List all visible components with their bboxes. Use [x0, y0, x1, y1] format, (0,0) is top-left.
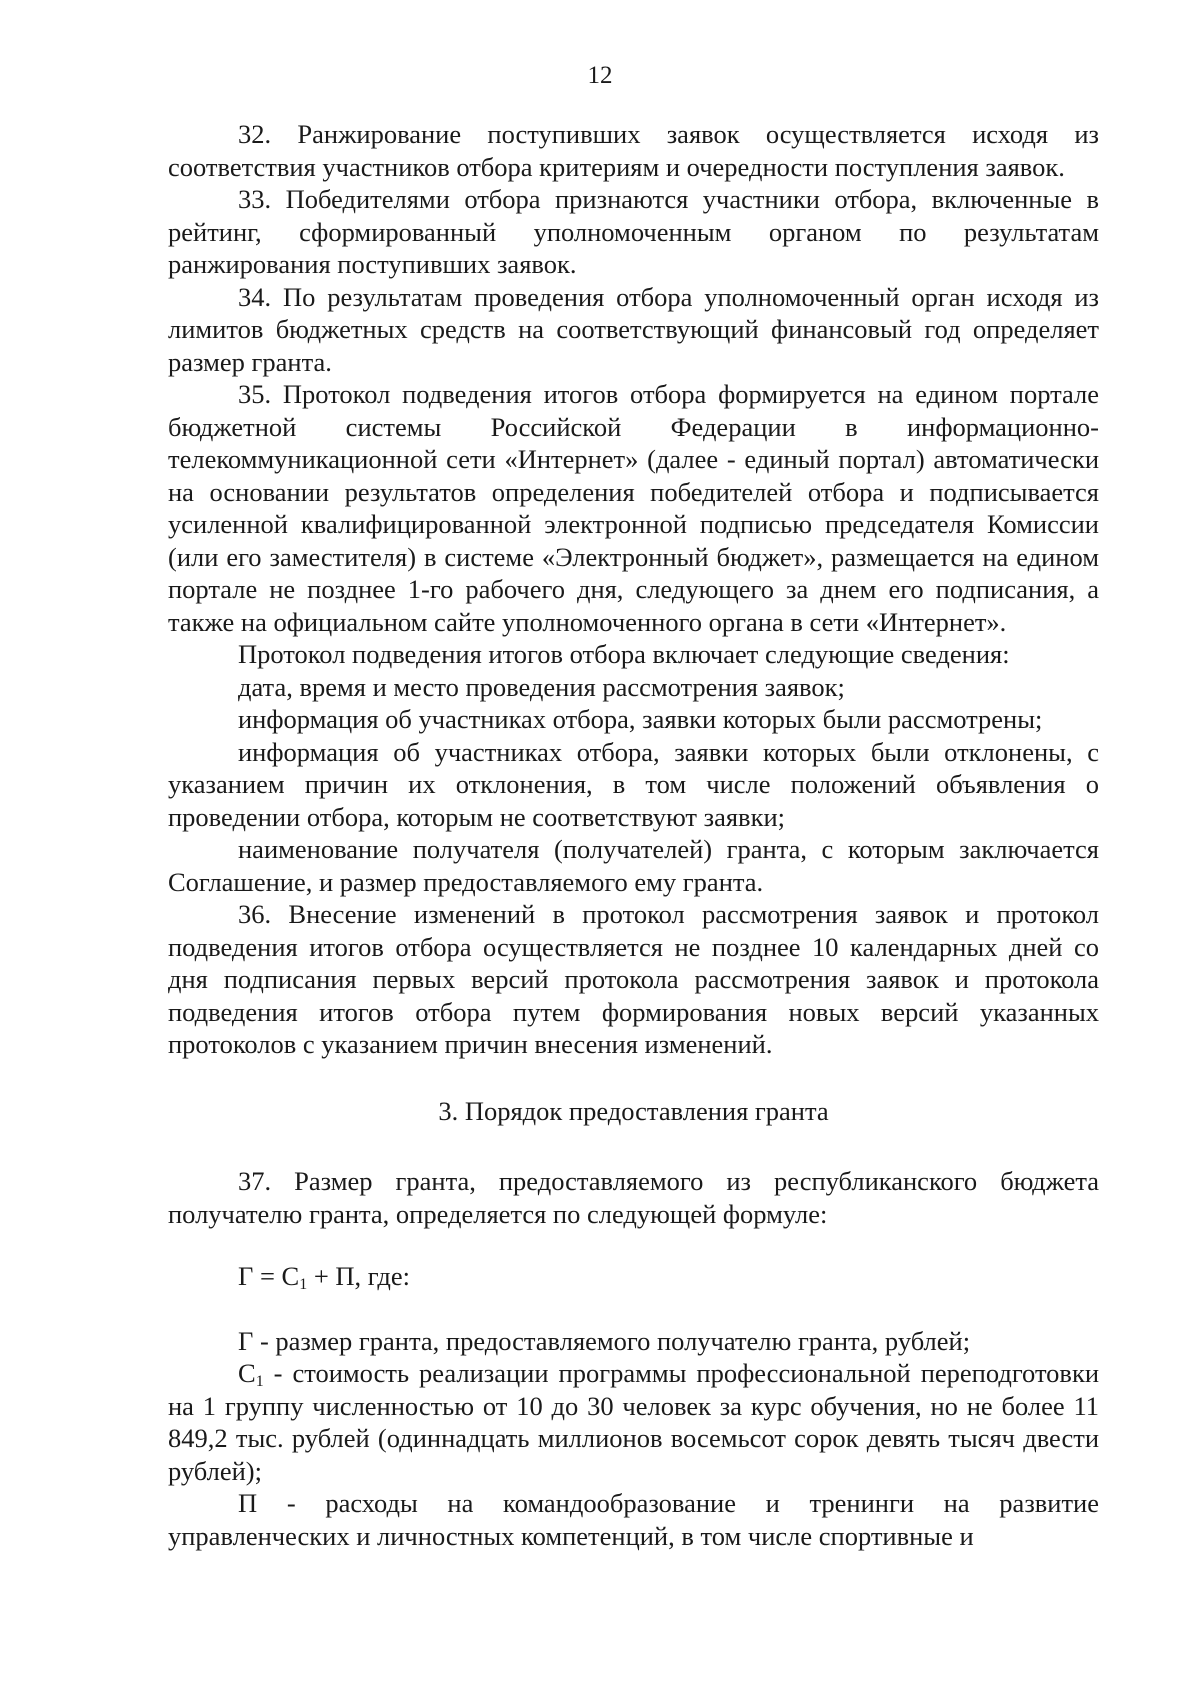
c1-text: - стоимость реализации программы профессиональной переподготовки на 1 группу численностью от 10 до 30 человек за курс обучения, но не более 11 849,2 тыс. рублей (одиннадцать миллионов восемьсот сорок девять тысяч двести рублей); — [168, 1358, 1099, 1486]
definition-c1 — [168, 1357, 1099, 1487]
protocol-item-reviewed: информация об участниках отбора, заявки которых были рассмотрены; — [238, 704, 1043, 734]
formula-right: + П, где: — [307, 1261, 410, 1291]
section-heading: 3. Порядок предоставления гранта — [438, 1095, 829, 1126]
formula-left: Г = С — [238, 1261, 300, 1291]
protocol-item-rejected: информация об участниках отбора, заявки которых были отклонены, с указанием причин их отклонения, в том числе положений объявления о проведении отбора, которым не соответствуют заявки; — [168, 736, 1099, 832]
page-number: 12 — [587, 62, 613, 89]
formula-subscript: 1 — [299, 1276, 308, 1293]
paragraph-35: 35. Протокол подведения итогов отбора формируется на едином портале бюджетной системы Российской Федерации в информационно-телекоммуникационной сети «Интернет» (далее - единый портал) автоматически на основании результатов определения победителей отбора и подписывается усиленной квалифицированной электронной подписью председателя Комиссии (или его заместителя) в системе «Электронный бюджет», размещается на едином портале не позднее 1-го рабочего дня, следующего за днем его подписания, а также на официальном сайте уполномоченного органа в сети «Интернет». — [168, 379, 1099, 637]
paragraph-33: 33. Победителями отбора признаются участники отбора, включенные в рейтинг, сформированный уполномоченным органом по результатам ранжирования поступивших заявок. — [168, 184, 1099, 279]
c1-subscript: 1 — [255, 1373, 264, 1390]
c1-symbol: С — [238, 1358, 256, 1388]
definition-g: Г - размер гранта, предоставляемого получателю гранта, рублей; — [238, 1325, 971, 1356]
grant-formula — [168, 1260, 1099, 1293]
protocol-intro: Протокол подведения итогов отбора включает следующие сведения: — [238, 639, 1010, 669]
paragraph-36: 36. Внесение изменений в протокол рассмотрения заявок и протокол подведения итогов отбора осуществляется не позднее 10 календарных дней со дня подписания первых версий протокола рассмотрения заявок и протокола подведения итогов отбора путем формирования новых версий указанных протоколов с указанием причин внесения изменений. — [168, 899, 1099, 1059]
protocol-item-recipient: наименование получателя (получателей) гранта, с которым заключается Соглашение, и размер предоставляемого ему гранта. — [168, 834, 1099, 897]
protocol-item-date: дата, время и место проведения рассмотрения заявок; — [238, 671, 845, 702]
paragraph-32: 32. Ранжирование поступивших заявок осуществляется исходя из соответствия участников отбора критериям и очередности поступления заявок. — [168, 119, 1099, 182]
paragraph-37: 37. Размер гранта, предоставляемого из республиканского бюджета получателю гранта, определяется по следующей формуле: — [168, 1166, 1099, 1229]
paragraph-34: 34. По результатам проведения отбора уполномоченный орган исходя из лимитов бюджетных средств на соответствующий финансовый год определяет размер гранта. — [168, 281, 1099, 377]
definition-p: П - расходы на командообразование и тренинги на развитие управленческих и личностных компетенций, в том числе спортивные и — [168, 1488, 1099, 1551]
document-body — [168, 118, 1099, 1552]
